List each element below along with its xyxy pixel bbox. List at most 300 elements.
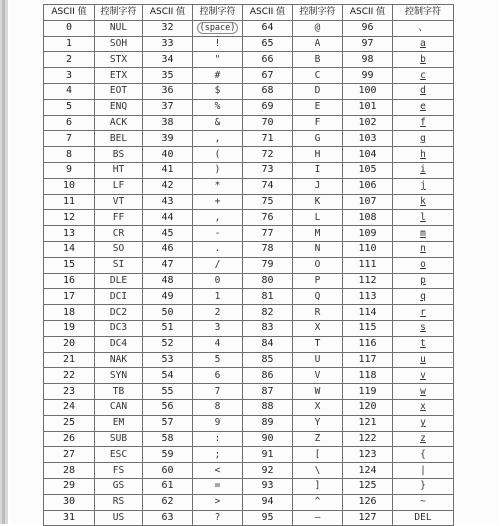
table-row	[44, 368, 454, 384]
control-char-cell: -	[193, 226, 243, 242]
control-char-cell: #	[193, 68, 243, 84]
ascii-value-cell: 48	[143, 273, 193, 289]
control-char-cell: u	[393, 352, 454, 368]
ascii-value-cell: 74	[243, 178, 293, 194]
ascii-value-cell: 75	[243, 194, 293, 210]
column-header: ASCII 值	[343, 5, 393, 21]
ascii-value-cell: 91	[243, 447, 293, 463]
control-char-cell: w	[393, 384, 454, 400]
control-char-cell: *	[193, 178, 243, 194]
ascii-value-cell: 62	[143, 494, 193, 510]
table-row	[44, 131, 454, 147]
table-row	[44, 36, 454, 52]
ascii-value-cell: 28	[44, 463, 95, 479]
ascii-value-cell: 123	[343, 447, 393, 463]
control-char-cell: H	[293, 147, 343, 163]
control-char-cell: o	[393, 257, 454, 273]
ascii-value-cell: 96	[343, 20, 393, 36]
ascii-value-cell: 98	[343, 52, 393, 68]
ascii-value-cell: 44	[143, 210, 193, 226]
control-char-cell: ACK	[95, 115, 143, 131]
control-char-cell: ,	[193, 210, 243, 226]
control-char-cell: C	[293, 68, 343, 84]
ascii-value-cell: 83	[243, 320, 293, 336]
ascii-value-cell: 54	[143, 368, 193, 384]
table-row	[44, 399, 454, 415]
table-row	[44, 384, 454, 400]
ascii-value-cell: 17	[44, 289, 95, 305]
ascii-value-cell: 38	[143, 115, 193, 131]
control-char-cell: k	[393, 194, 454, 210]
table-row	[44, 305, 454, 321]
control-char-cell: }	[393, 478, 454, 494]
control-char-cell: —	[293, 510, 343, 526]
ascii-value-cell: 11	[44, 194, 95, 210]
ascii-value-cell: 45	[143, 226, 193, 242]
control-char-cell: 0	[193, 273, 243, 289]
table-row	[44, 147, 454, 163]
ascii-value-cell: 6	[44, 115, 95, 131]
control-char-cell: =	[193, 478, 243, 494]
control-char-cell: CR	[95, 226, 143, 242]
control-char-cell: Q	[293, 289, 343, 305]
ascii-value-cell: 61	[143, 478, 193, 494]
table-row	[44, 257, 454, 273]
space-label: (space)	[197, 22, 239, 34]
control-char-cell: U	[293, 352, 343, 368]
control-char-cell: z	[393, 431, 454, 447]
ascii-value-cell: 117	[343, 352, 393, 368]
left-edge-bar	[0, 0, 8, 524]
control-char-cell: SYN	[95, 368, 143, 384]
ascii-value-cell: 10	[44, 178, 95, 194]
control-char-cell: T	[293, 336, 343, 352]
control-char-cell: W	[293, 384, 343, 400]
table-row	[44, 352, 454, 368]
control-char-cell: LF	[95, 178, 143, 194]
ascii-value-cell: 111	[343, 257, 393, 273]
control-char-cell: SO	[95, 241, 143, 257]
ascii-value-cell: 94	[243, 494, 293, 510]
ascii-value-cell: 43	[143, 194, 193, 210]
control-char-cell: !	[193, 36, 243, 52]
control-char-cell: .	[193, 241, 243, 257]
control-char-cell: DCI	[95, 289, 143, 305]
table-row	[44, 241, 454, 257]
ascii-value-cell: 41	[143, 162, 193, 178]
control-char-cell: ^	[293, 494, 343, 510]
ascii-value-cell: 121	[343, 415, 393, 431]
control-char-cell: Z	[293, 431, 343, 447]
ascii-value-cell: 20	[44, 336, 95, 352]
table-row	[44, 510, 454, 526]
control-char-cell: DLE	[95, 273, 143, 289]
ascii-value-cell: 85	[243, 352, 293, 368]
ascii-value-cell: 116	[343, 336, 393, 352]
ascii-value-cell: 15	[44, 257, 95, 273]
ascii-value-cell: 73	[243, 162, 293, 178]
ascii-value-cell: 78	[243, 241, 293, 257]
control-char-cell: n	[393, 241, 454, 257]
ascii-value-cell: 49	[143, 289, 193, 305]
control-char-cell: O	[293, 257, 343, 273]
control-char-cell: G	[293, 131, 343, 147]
ascii-value-cell: 60	[143, 463, 193, 479]
table-row	[44, 115, 454, 131]
control-char-cell: |	[393, 463, 454, 479]
ascii-value-cell: 16	[44, 273, 95, 289]
ascii-value-cell: 125	[343, 478, 393, 494]
control-char-cell: P	[293, 273, 343, 289]
ascii-value-cell: 81	[243, 289, 293, 305]
ascii-value-cell: 118	[343, 368, 393, 384]
table-row	[44, 320, 454, 336]
control-char-cell: ESC	[95, 447, 143, 463]
control-char-cell: m	[393, 226, 454, 242]
table-row	[44, 447, 454, 463]
ascii-value-cell: 112	[343, 273, 393, 289]
ascii-value-cell: 67	[243, 68, 293, 84]
control-char-cell: 、	[393, 20, 454, 36]
table-row	[44, 289, 454, 305]
table-row	[44, 68, 454, 84]
ascii-value-cell: 101	[343, 99, 393, 115]
control-char-cell: K	[293, 194, 343, 210]
ascii-value-cell: 56	[143, 399, 193, 415]
control-char-cell: e	[393, 99, 454, 115]
ascii-value-cell: 36	[143, 83, 193, 99]
control-char-cell: DC2	[95, 305, 143, 321]
ascii-value-cell: 65	[243, 36, 293, 52]
control-char-cell: STX	[95, 52, 143, 68]
control-char-cell: B	[293, 52, 343, 68]
ascii-value-cell: 50	[143, 305, 193, 321]
ascii-value-cell: 35	[143, 68, 193, 84]
control-char-cell: L	[293, 210, 343, 226]
column-header: 控制字符	[193, 5, 243, 21]
control-char-cell: ETX	[95, 68, 143, 84]
control-char-cell: NAK	[95, 352, 143, 368]
control-char-cell: \	[293, 463, 343, 479]
ascii-value-cell: 72	[243, 147, 293, 163]
table-row	[44, 336, 454, 352]
control-char-cell: NUL	[95, 20, 143, 36]
control-char-cell: x	[393, 399, 454, 415]
ascii-value-cell: 27	[44, 447, 95, 463]
control-char-cell: /	[193, 257, 243, 273]
control-char-cell: 1	[193, 289, 243, 305]
ascii-value-cell: 63	[143, 510, 193, 526]
control-char-cell: )	[193, 162, 243, 178]
ascii-value-cell: 126	[343, 494, 393, 510]
control-char-cell: <	[193, 463, 243, 479]
control-char-cell: ]	[293, 478, 343, 494]
control-char-cell: M	[293, 226, 343, 242]
control-char-cell: i	[393, 162, 454, 178]
control-char-cell: r	[393, 305, 454, 321]
ascii-value-cell: 23	[44, 384, 95, 400]
ascii-value-cell: 71	[243, 131, 293, 147]
column-header: 控制字符	[293, 5, 343, 21]
table-row	[44, 194, 454, 210]
table-row	[44, 415, 454, 431]
control-char-cell: SI	[95, 257, 143, 273]
control-char-cell: HT	[95, 162, 143, 178]
table-row	[44, 226, 454, 242]
table-row	[44, 210, 454, 226]
control-char-cell: EM	[95, 415, 143, 431]
ascii-value-cell: 92	[243, 463, 293, 479]
ascii-value-cell: 4	[44, 83, 95, 99]
control-char-cell: c	[393, 68, 454, 84]
ascii-value-cell: 95	[243, 510, 293, 526]
control-char-cell: US	[95, 510, 143, 526]
ascii-value-cell: 40	[143, 147, 193, 163]
ascii-value-cell: 3	[44, 68, 95, 84]
control-char-cell: V	[293, 368, 343, 384]
ascii-value-cell: 100	[343, 83, 393, 99]
ascii-value-cell: 39	[143, 131, 193, 147]
ascii-value-cell: 90	[243, 431, 293, 447]
ascii-value-cell: 55	[143, 384, 193, 400]
control-char-cell: 5	[193, 352, 243, 368]
control-char-cell: A	[293, 36, 343, 52]
ascii-value-cell: 42	[143, 178, 193, 194]
ascii-value-cell: 104	[343, 147, 393, 163]
ascii-value-cell: 82	[243, 305, 293, 321]
column-header: ASCII 值	[243, 5, 293, 21]
ascii-value-cell: 14	[44, 241, 95, 257]
ascii-value-cell: 114	[343, 305, 393, 321]
control-char-cell: EOT	[95, 83, 143, 99]
ascii-value-cell: 70	[243, 115, 293, 131]
control-char-cell: s	[393, 320, 454, 336]
ascii-value-cell: 97	[343, 36, 393, 52]
ascii-value-cell: 29	[44, 478, 95, 494]
control-char-cell: N	[293, 241, 343, 257]
ascii-value-cell: 37	[143, 99, 193, 115]
table-row	[44, 463, 454, 479]
ascii-value-cell: 102	[343, 115, 393, 131]
control-char-cell: @	[293, 20, 343, 36]
ascii-value-cell: 52	[143, 336, 193, 352]
ascii-value-cell: 13	[44, 226, 95, 242]
control-char-cell: D	[293, 83, 343, 99]
control-char-cell: 2	[193, 305, 243, 321]
control-char-cell: ~	[393, 494, 454, 510]
ascii-value-cell: 88	[243, 399, 293, 415]
control-char-cell: CAN	[95, 399, 143, 415]
ascii-value-cell: 120	[343, 399, 393, 415]
control-char-cell: +	[193, 194, 243, 210]
table-row	[44, 52, 454, 68]
control-char-cell: d	[393, 83, 454, 99]
control-char-cell: DEL	[393, 510, 454, 526]
control-char-cell: VT	[95, 194, 143, 210]
ascii-value-cell: 59	[143, 447, 193, 463]
ascii-value-cell: 93	[243, 478, 293, 494]
table-row	[44, 20, 454, 36]
ascii-value-cell: 47	[143, 257, 193, 273]
control-char-cell: ?	[193, 510, 243, 526]
ascii-value-cell: 34	[143, 52, 193, 68]
control-char-cell: F	[293, 115, 343, 131]
ascii-value-cell: 77	[243, 226, 293, 242]
control-char-cell: J	[293, 178, 343, 194]
table-row	[44, 178, 454, 194]
ascii-value-cell: 110	[343, 241, 393, 257]
control-char-cell: FF	[95, 210, 143, 226]
control-char-cell: R	[293, 305, 343, 321]
control-char-cell: h	[393, 147, 454, 163]
ascii-value-cell: 122	[343, 431, 393, 447]
control-char-cell: %	[193, 99, 243, 115]
ascii-value-cell: 79	[243, 257, 293, 273]
ascii-value-cell: 107	[343, 194, 393, 210]
table-row	[44, 162, 454, 178]
ascii-value-cell: 124	[343, 463, 393, 479]
control-char-cell: t	[393, 336, 454, 352]
ascii-value-cell: 76	[243, 210, 293, 226]
ascii-value-cell: 0	[44, 20, 95, 36]
table-row	[44, 494, 454, 510]
ascii-value-cell: 31	[44, 510, 95, 526]
control-char-cell: q	[393, 289, 454, 305]
ascii-value-cell: 24	[44, 399, 95, 415]
control-char-cell: 3	[193, 320, 243, 336]
control-char-cell: v	[393, 368, 454, 384]
ascii-value-cell: 113	[343, 289, 393, 305]
control-char-cell: 6	[193, 368, 243, 384]
ascii-value-cell: 57	[143, 415, 193, 431]
control-char-cell: p	[393, 273, 454, 289]
ascii-value-cell: 25	[44, 415, 95, 431]
ascii-value-cell: 12	[44, 210, 95, 226]
ascii-value-cell: 21	[44, 352, 95, 368]
ascii-table	[43, 4, 454, 526]
ascii-value-cell: 69	[243, 99, 293, 115]
control-char-cell: (	[193, 147, 243, 163]
ascii-value-cell: 108	[343, 210, 393, 226]
ascii-value-cell: 51	[143, 320, 193, 336]
control-char-cell: "	[193, 52, 243, 68]
ascii-value-cell: 68	[243, 83, 293, 99]
ascii-value-cell: 30	[44, 494, 95, 510]
ascii-value-cell: 53	[143, 352, 193, 368]
control-char-cell: SOH	[95, 36, 143, 52]
control-char-cell: X	[293, 399, 343, 415]
ascii-value-cell: 106	[343, 178, 393, 194]
ascii-value-cell: 22	[44, 368, 95, 384]
table-row	[44, 478, 454, 494]
control-char-cell: $	[193, 83, 243, 99]
control-char-cell: DC3	[95, 320, 143, 336]
control-char-cell: I	[293, 162, 343, 178]
ascii-value-cell: 109	[343, 226, 393, 242]
ascii-value-cell: 99	[343, 68, 393, 84]
ascii-value-cell: 1	[44, 36, 95, 52]
control-char-cell: GS	[95, 478, 143, 494]
ascii-value-cell: 2	[44, 52, 95, 68]
table-row	[44, 273, 454, 289]
ascii-value-cell: 46	[143, 241, 193, 257]
control-char-cell: {	[393, 447, 454, 463]
control-char-cell: l	[393, 210, 454, 226]
control-char-cell: y	[393, 415, 454, 431]
table-row	[44, 99, 454, 115]
ascii-value-cell: 64	[243, 20, 293, 36]
ascii-value-cell: 84	[243, 336, 293, 352]
control-char-cell: :	[193, 431, 243, 447]
control-char-cell: E	[293, 99, 343, 115]
table-header-row	[44, 5, 454, 21]
ascii-value-cell: 115	[343, 320, 393, 336]
ascii-value-cell: 66	[243, 52, 293, 68]
control-char-cell: 4	[193, 336, 243, 352]
control-char-cell: j	[393, 178, 454, 194]
ascii-value-cell: 58	[143, 431, 193, 447]
ascii-value-cell: 119	[343, 384, 393, 400]
control-char-cell: Y	[293, 415, 343, 431]
control-char-cell: b	[393, 52, 454, 68]
control-char-cell: &	[193, 115, 243, 131]
ascii-value-cell: 127	[343, 510, 393, 526]
control-char-cell: SUB	[95, 431, 143, 447]
table-row	[44, 431, 454, 447]
control-char-cell: 7	[193, 384, 243, 400]
control-char-cell: g	[393, 131, 454, 147]
control-char-cell: ;	[193, 447, 243, 463]
ascii-value-cell: 32	[143, 20, 193, 36]
control-char-cell: ENQ	[95, 99, 143, 115]
control-char-cell: [	[293, 447, 343, 463]
ascii-value-cell: 8	[44, 147, 95, 163]
column-header: ASCII 值	[44, 5, 95, 21]
ascii-value-cell: 87	[243, 384, 293, 400]
control-char-cell: RS	[95, 494, 143, 510]
ascii-value-cell: 5	[44, 99, 95, 115]
left-edge-strip	[2, 0, 5, 524]
control-char-cell: DC4	[95, 336, 143, 352]
column-header: 控制字符	[393, 5, 454, 21]
column-header: ASCII 值	[143, 5, 193, 21]
ascii-value-cell: 86	[243, 368, 293, 384]
ascii-value-cell: 9	[44, 162, 95, 178]
control-char-cell: ,	[193, 131, 243, 147]
ascii-value-cell: 105	[343, 162, 393, 178]
control-char-cell: BEL	[95, 131, 143, 147]
control-char-cell: f	[393, 115, 454, 131]
control-char-cell: X	[293, 320, 343, 336]
control-char-cell	[193, 20, 243, 36]
control-char-cell: 9	[193, 415, 243, 431]
control-char-cell: FS	[95, 463, 143, 479]
ascii-value-cell: 89	[243, 415, 293, 431]
control-char-cell: TB	[95, 384, 143, 400]
control-char-cell: BS	[95, 147, 143, 163]
control-char-cell: >	[193, 494, 243, 510]
ascii-value-cell: 18	[44, 305, 95, 321]
ascii-value-cell: 103	[343, 131, 393, 147]
ascii-value-cell: 19	[44, 320, 95, 336]
control-char-cell: a	[393, 36, 454, 52]
ascii-value-cell: 7	[44, 131, 95, 147]
table-row	[44, 83, 454, 99]
column-header: 控制字符	[95, 5, 143, 21]
control-char-cell: 8	[193, 399, 243, 415]
ascii-value-cell: 33	[143, 36, 193, 52]
ascii-value-cell: 26	[44, 431, 95, 447]
